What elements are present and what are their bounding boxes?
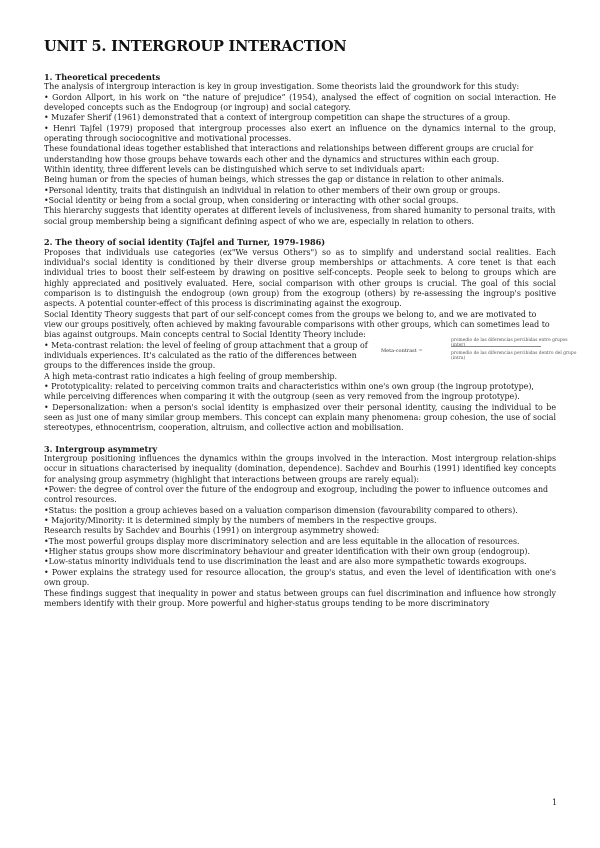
bullet-item: • Muzafer Sherif (1961) demonstrated that a context of intergroup competition can shape the structures of a group. [44,113,511,123]
meta-contrast-formula [381,338,581,362]
section-heading: 2. The theory of social identity (Tajfel and Turner, 1979-1986) [44,237,326,248]
bullet-item: •Social identity or being from a social group, when considering or interacting with other social groups. [44,196,459,206]
paragraph: These foundational ideas together established that interactions and relationships between different groups are crucial for understanding how those groups behave towards each other and the dynamics and structures within each group. [44,144,534,164]
section-social-identity-theory [44,237,577,434]
formula-numerator: promedio de las diferencias percibidas entre grupos (inter) [451,337,568,348]
section-theoretical-precedents [44,72,556,227]
formula-denominator: promedio de las diferencias percibidas dentro del grupo (intra) [451,350,577,361]
bullet-item: •Status: the position a group achieves based on a valuation comparison dimension (favourability compared to others). [44,505,518,515]
bullet-item: • Gordon Allport, in his work on “the nature of prejudice” (1954), analysed the effect of cognition on social interaction. He developed concepts such as the Endogroup (or ingroup) and social category. [44,92,556,113]
section-intergroup-asymmetry [44,444,556,610]
paragraph: Being human or from the species of human beings, which stresses the gap or distance in relation to other animals. [44,175,505,185]
paragraph: A high meta-contrast ratio indicates a high feeling of group membership. [44,371,338,381]
fraction-bar [451,346,541,347]
paragraph: The analysis of intergroup interaction is key in group investigation. Some theorists laid the groundwork for this study: [44,82,520,92]
paragraph: Proposes that individuals use categories (ex"We versus Others") so as to simplify and understand social realities. Each individual's social identity is conditioned by their diverse group memberships or attachments. A core tenet is that each individual tries to boost their self-esteem by drawing on positive self-concepts. People seek to belong to groups which are highly appreciated and positively evaluated. Here, social comparison with other groups is crucial. The goal of this social comparison is to distinguish the endogroup (own group) from the exogroup (others) by re-assessing the ingroup's positive aspects. A potential counter-effect of this process is discriminating against the exogroup. [44,247,556,309]
page-number: 1 [552,798,558,807]
section-heading: 1. Theoretical precedents [44,72,161,82]
bullet-item: • Depersonalization: when a person's social identity is emphasized over their personal identity, causing the individual to be seen as just one of many similar group members. This concept can explain many phenomena: group cohesion, the use of social stereotypes, ethnocentrism, cooperation, altruism, and collective action and mobilisation. [44,402,556,433]
bullet-item: •Low-status minority individuals tend to use discrimination the least and are also more sympathetic towards exogroups. [44,557,527,567]
bullet-item: • Majority/Minority: it is determined simply by the numbers of members in the respective groups. [44,516,437,526]
paragraph: This hierarchy suggests that identity operates at different levels of inclusiveness, from shared humanity to personal traits, with social group membership being a significant defining aspect of who we are, especially in relation to others. [44,206,556,226]
paragraph: Intergroup positioning influences the dynamics within the groups involved in the interaction. Most intergroup relation-ships occur in situations characterised by inequality (domination, dependence). Sachdev and Bourhis (1991) identified key concepts for analysing group asymmetry (highlight that interactions between groups are rarely equal): [44,454,556,484]
bullet-item: •Higher status groups show more discriminatory behaviour and greater identification with their own group (endogroup). [44,547,530,557]
bullet-item: • Power explains the strategy used for resource allocation, the group's status, and even the level of identification with one's own group. [44,567,556,588]
paragraph: Research results by Sachdev and Bourhis (1991) on intergroup asymmetry showed: [44,526,380,536]
meta-contrast-block [44,337,577,372]
paragraph: Within identity, three different levels can be distinguished which serve to set individuals apart: [44,165,425,175]
paragraph: These findings suggest that inequality in power and status between groups can fuel discrimination and influence how strongly members identify with their group. More powerful and higher-status groups tending to be more discriminatory [44,588,556,608]
document-body [44,72,577,619]
bullet-item: • Meta-contrast relation: the level of feeling of group attachment that a group of individuals experiences. It's calculated as the ratio of the differences between groups to the differences inside the group. [44,340,368,371]
bullet-item: •The most powerful groups display more discriminatory selection and are less equitable in the allocation of resources. [44,536,520,546]
bullet-item: •Power: the degree of control over the future of the endogroup and exogroup, including the power to influence outcomes and control resources. [44,485,549,505]
paragraph: Social Identity Theory suggests that part of our self-concept comes from the groups we belong to, and we are motivated to view our groups positively, often achieved by making favourable comparisons with other groups, which can sometimes lead to bias against outgroups. Main concepts central to Social Identity Theory include: [44,309,550,340]
bullet-item: •Personal identity, traits that distinguish an individual in relation to other members of their own group or groups. [44,185,501,195]
bullet-item: • Henri Tajfel (1979) proposed that intergroup processes also exert an influence on the dynamics internal to the group, operating through sociocognitive and motivational processes. [44,123,556,144]
section-heading: 3. Intergroup asymmetry [44,443,158,454]
bullet-item: • Prototypicality: related to perceiving common traits and characteristics within one's own group (the ingroup prototype), while perceiving differences when comparing it with the outgroup (seen as very removed from the ingroup prototype). [44,381,534,402]
formula-label: Meta-contrast = [381,347,423,354]
page-title: UNIT 5. INTERGROUP INTERACTION [44,38,347,55]
